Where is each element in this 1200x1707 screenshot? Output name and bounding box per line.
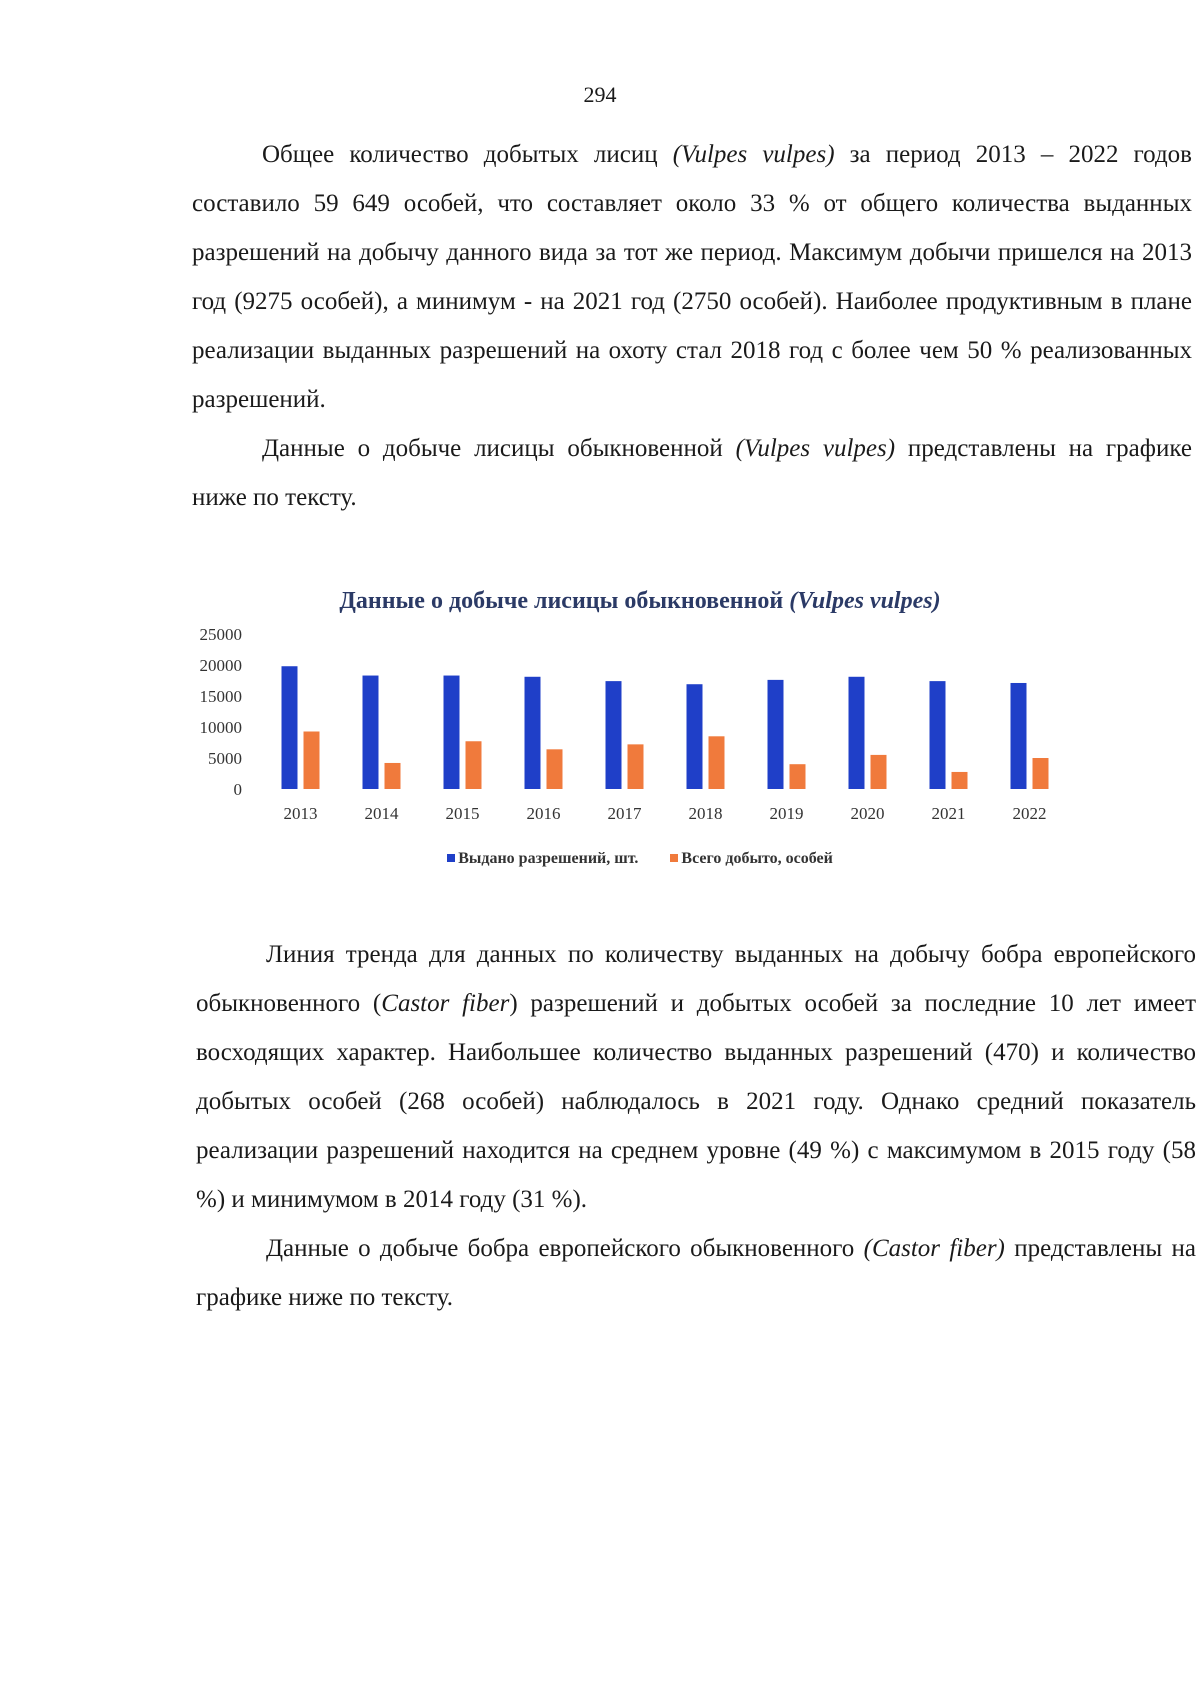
latin-name: (Castor fiber) (863, 1235, 1005, 1262)
bar-permits-2017 (606, 681, 622, 789)
legend-swatch-permits (447, 854, 455, 862)
latin-name: (Vulpes vulpes) (735, 435, 896, 462)
chart-title: Данные о добыче лисицы обыкновенной (Vulpes vulpes) (339, 588, 941, 614)
x-tick-label: 2016 (526, 804, 561, 823)
legend-swatch-harvested (670, 854, 678, 862)
latin-name: (Vulpes vulpes) (672, 141, 835, 168)
legend-item-harvested: Всего добыто, особей (670, 850, 832, 868)
y-tick-label: 5000 (208, 749, 242, 768)
page-number: 294 (583, 82, 617, 107)
paragraph-fox-chart-intro: Данные о добыче лисицы обыкновенной (Vulpes vulpes) представлены на графике ниже по тексту. (192, 435, 1192, 511)
bar-permits-2018 (687, 684, 703, 789)
x-tick-label: 2017 (607, 804, 642, 823)
chart-plot (190, 624, 1090, 846)
bar-permits-2013 (282, 666, 298, 789)
fox-harvest-chart (190, 588, 1090, 888)
x-tick-label: 2021 (931, 804, 966, 823)
paragraph-beaver-chart-intro: Данные о добыче бобра европейского обыкновенного (Castor fiber) представлены на графике ниже по тексту. (196, 1235, 1196, 1311)
y-tick-label: 20000 (199, 656, 242, 675)
y-tick-label: 25000 (199, 625, 242, 644)
paragraph-beaver-summary: Линия тренда для данных по количеству выданных на добычу бобра европейского обыкновенного (Castor fiber) разрешений и добытых особей за последние 10 лет имеет восходящих характер. Наибольшее количество выданных разрешений (470) и количество добытых особей (268 особей) наблюдалось в 2021 году. Однако средний показатель реализации разрешений находится на среднем уровне (49 %) с максимумом в 2015 году (58 %) и минимумом в 2014 году (31 %). (196, 941, 1197, 1213)
text-block-bottom (196, 930, 1196, 1322)
bar-harvested-2018 (709, 736, 725, 789)
bar-permits-2014 (363, 676, 379, 789)
y-tick-label: 15000 (199, 687, 242, 706)
bar-permits-2016 (525, 677, 541, 789)
y-tick-label: 0 (233, 780, 242, 799)
bar-harvested-2017 (628, 744, 644, 789)
x-tick-label: 2020 (850, 804, 885, 823)
y-tick-label: 10000 (199, 718, 242, 737)
bar-harvested-2016 (547, 749, 563, 789)
x-tick-label: 2019 (769, 804, 804, 823)
bar-permits-2015 (444, 676, 460, 789)
bar-harvested-2013 (304, 731, 320, 789)
legend-item-permits: Выдано разрешений, шт. (447, 850, 638, 868)
bar-permits-2020 (849, 677, 865, 789)
x-tick-label: 2018 (688, 804, 723, 823)
x-tick-label: 2013 (283, 804, 318, 823)
bar-permits-2019 (768, 680, 784, 789)
bar-harvested-2020 (871, 755, 887, 789)
bar-harvested-2021 (952, 772, 968, 789)
paragraph-fox-summary: Общее количество добытых лисиц (Vulpes vulpes) за период 2013 – 2022 годов составило 59 649 особей, что составляет около 33 % от общего количества выданных разрешений на добычу данного вида за тот же период. Максимум добычи пришелся на 2013 год (9275 особей), а минимум - на 2021 год (2750 особей). Наиболее продуктивным в плане реализации выданных разрешений на охоту стал 2018 год с более чем 50 % реализованных разрешений. (192, 141, 1192, 413)
bar-harvested-2014 (385, 763, 401, 789)
chart-legend (190, 850, 1090, 868)
x-tick-label: 2022 (1012, 804, 1047, 823)
bar-harvested-2022 (1033, 758, 1049, 789)
bar-permits-2021 (930, 681, 946, 789)
bar-harvested-2019 (790, 764, 806, 789)
bar-permits-2022 (1011, 683, 1027, 789)
text-block-top (192, 130, 1192, 522)
x-tick-label: 2014 (364, 804, 399, 823)
x-tick-label: 2015 (445, 804, 480, 823)
bar-harvested-2015 (466, 741, 482, 789)
latin-name: Castor fiber (381, 990, 510, 1017)
